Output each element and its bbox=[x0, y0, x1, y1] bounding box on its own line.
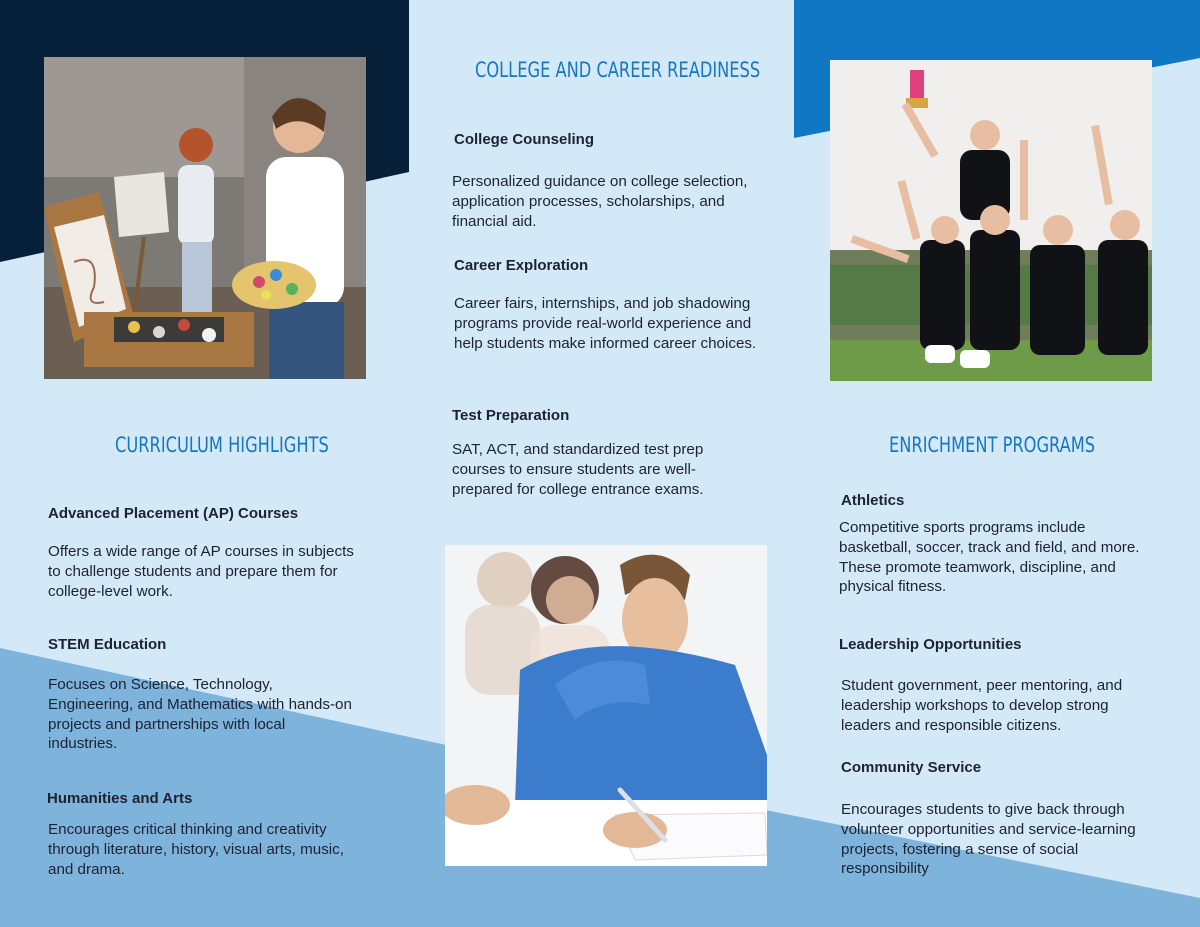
curriculum-highlights-title: CURRICULUM HIGHLIGHTS bbox=[115, 433, 329, 457]
celebrating-team-icon bbox=[830, 60, 1152, 381]
stem-education-text: Focuses on Science, Technology, Engineering, and Mathematics with hands-on projects and partnerships with local industries. bbox=[48, 676, 352, 753]
humanities-arts-heading: Humanities and Arts bbox=[47, 790, 193, 807]
athletics-heading: Athletics bbox=[841, 492, 905, 509]
community-service-heading: Community Service bbox=[841, 759, 982, 776]
test-preparation-heading: Test Preparation bbox=[452, 407, 570, 424]
student-writing-photo bbox=[445, 545, 767, 866]
enrichment-programs-title: ENRICHMENT PROGRAMS bbox=[889, 433, 1096, 457]
college-counseling-text: Personalized guidance on college selection, application processes, scholarships, and financial aid. bbox=[452, 173, 748, 230]
art-class-photo bbox=[44, 57, 366, 379]
career-exploration-text: Career fairs, internships, and job shadowing programs provide real-world experience and help students make informed career choices. bbox=[454, 295, 757, 352]
career-exploration-heading: Career Exploration bbox=[454, 257, 589, 274]
painting-easel-icon bbox=[44, 57, 366, 379]
ap-courses-text: Offers a wide range of AP courses in subjects to challenge students and prepare them for college-level work. bbox=[48, 543, 354, 600]
college-counseling-heading: College Counseling bbox=[454, 131, 595, 148]
leadership-opportunities-heading: Leadership Opportunities bbox=[839, 636, 1022, 653]
athletics-text: Competitive sports programs include basketball, soccer, track and field, and more. These promote teamwork, discipline, and physical fitness. bbox=[839, 519, 1140, 596]
test-preparation-text: SAT, ACT, and standardized test prep courses to ensure students are well-prepared for college entrance exams. bbox=[452, 441, 704, 498]
ap-courses-heading: Advanced Placement (AP) Courses bbox=[48, 505, 299, 522]
team-celebration-photo bbox=[830, 60, 1152, 381]
stem-education-heading: STEM Education bbox=[48, 636, 167, 653]
student-writing-icon bbox=[445, 545, 767, 866]
college-career-readiness-title: COLLEGE AND CAREER READINESS bbox=[475, 58, 761, 82]
humanities-arts-text: Encourages critical thinking and creativity through literature, history, visual arts, music, and drama. bbox=[48, 821, 344, 878]
leadership-opportunities-text: Student government, peer mentoring, and leadership workshops to develop strong leaders and responsible citizens. bbox=[841, 677, 1123, 734]
community-service-text: Encourages students to give back through volunteer opportunities and service-learning projects, fostering a sense of social responsibility bbox=[841, 801, 1136, 878]
